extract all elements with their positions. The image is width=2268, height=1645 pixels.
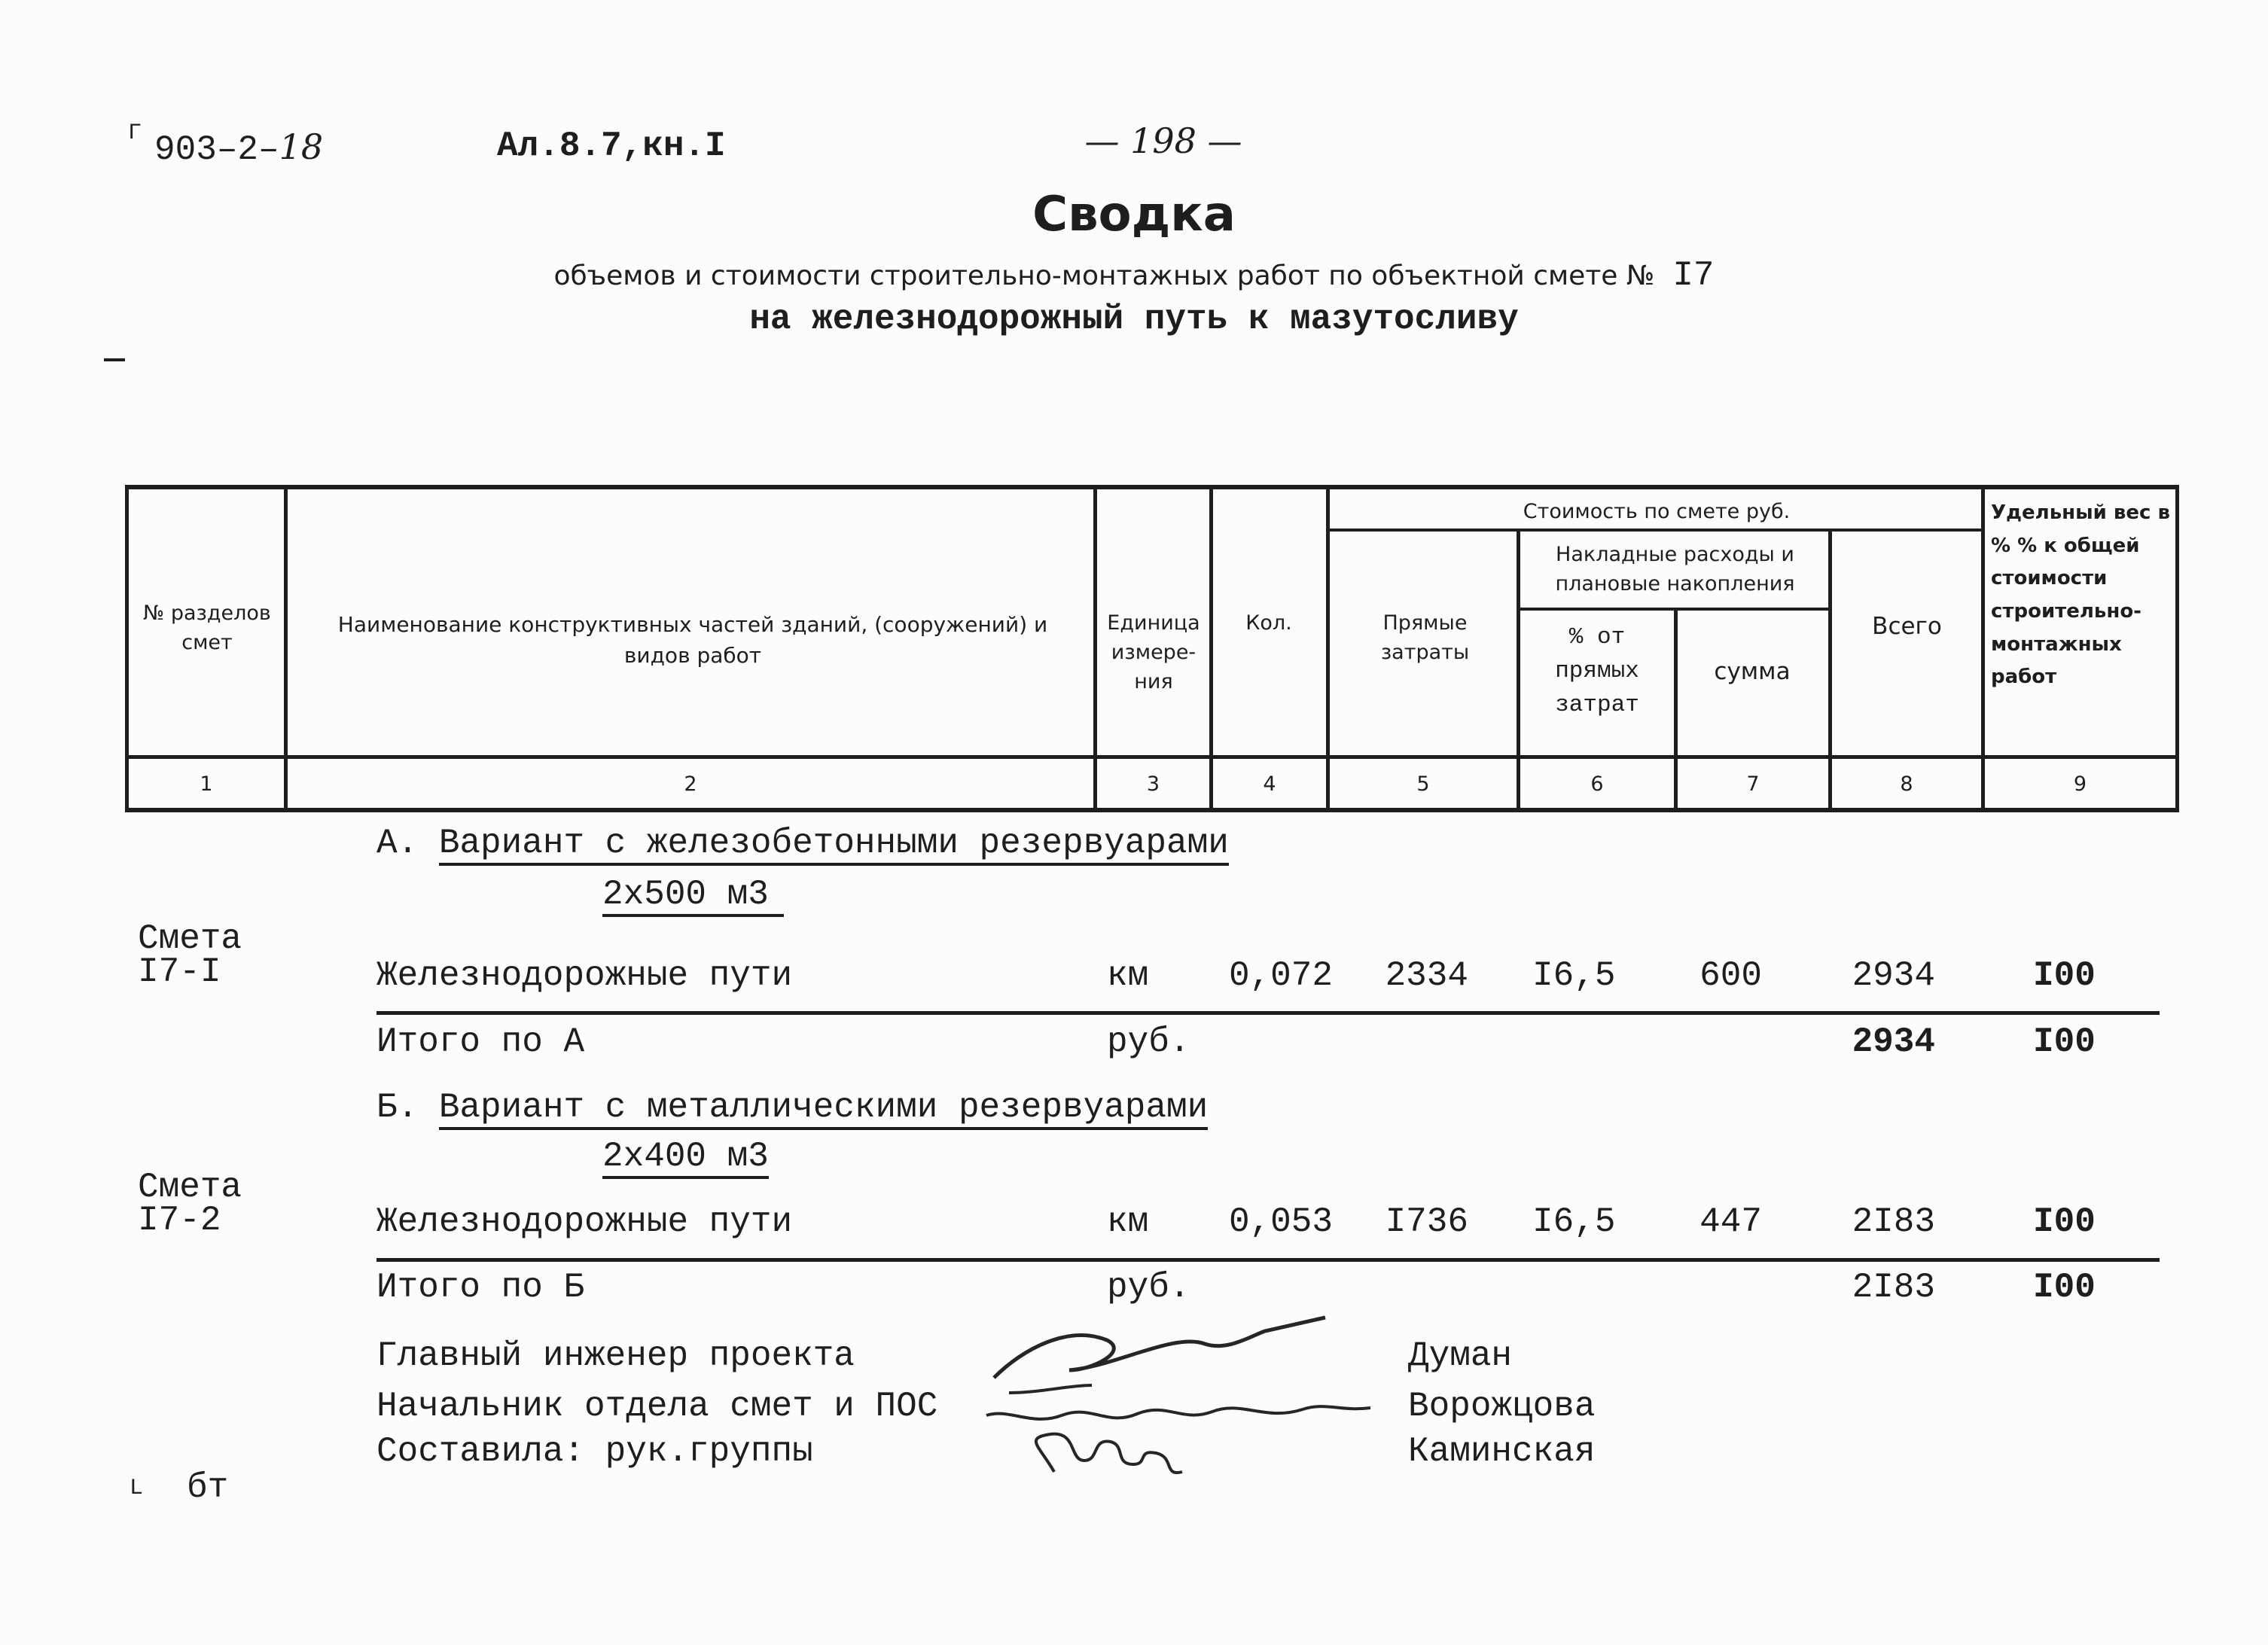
col-line-4 [1326,485,1330,812]
column-number-8: 8 [1900,772,1913,796]
header-col5: Прямые затраты [1380,611,1470,665]
variant-b-row-qty: 0,053 [1228,1202,1333,1241]
document-code-prefix: 903–2– [154,130,279,169]
col-line-0 [125,485,129,812]
cost-group-line [1328,529,1983,532]
variant-b-letter: Б. [376,1088,419,1127]
variant-a-estimate-label: Смета [138,919,242,958]
table-top-border [125,485,2179,489]
variant-a-title: Вариант с железобетонными резервуарами [439,824,1229,866]
signature-scribble-3 [986,1406,1370,1419]
table-bottom-border [125,808,2179,812]
page-title: Сводка [1032,187,1236,242]
signature-name-3: Каминская [1408,1432,1596,1471]
signature-scribble-2 [1009,1385,1092,1393]
column-number-6: 6 [1590,772,1604,796]
variant-b-total-value: 2I83 [1852,1268,1935,1307]
header-col8: Всего [1872,613,1942,640]
variant-a-row-unit: км [1107,956,1149,995]
variant-b-heading [376,1088,1208,1127]
col-line-1 [284,485,288,812]
signature-name-1: Думан [1408,1336,1513,1375]
variant-a-row-name: Железнодорожные пути [376,956,793,995]
variant-b-total-unit: руб. [1107,1268,1190,1307]
object-title: на железнодорожный путь к мазутосливу [749,300,1519,339]
variant-a-row-qty: 0,072 [1228,956,1333,995]
variant-b-capacity: 2х400 м3 [602,1137,769,1179]
col-line-2 [1093,485,1097,812]
header-col3: Единица измере-ния [1107,611,1200,694]
variant-a-row-total: 2934 [1852,956,1935,995]
variant-a-letter: А. [376,824,419,863]
variant-a-total-unit: руб. [1107,1022,1190,1062]
variant-b-row-total: 2I83 [1852,1202,1935,1241]
column-number-3: 3 [1146,772,1160,796]
header-col9: Удельный вес в % % к общей стоимости строительно-монтажных работ [1991,501,2170,689]
header-cost-group: Стоимость по смете руб. [1523,500,1791,523]
column-number-2: 2 [684,772,697,796]
variant-a-total-share: I00 [2033,1022,2096,1062]
estimate-number: I7 [1672,256,1715,295]
variant-b-row-unit: км [1107,1202,1149,1241]
variant-a-total-name: Итого по А [376,1022,585,1062]
col-line-3 [1209,485,1213,812]
variant-b-total-name: Итого по Б [376,1268,585,1307]
document-code-suffix: 18 [279,126,324,167]
header-bottom-line [125,755,2179,759]
variant-b-estimate-label: Смета [138,1168,242,1207]
variant-a-estimate-code: I7-I [138,952,221,992]
signature-role-3: Составила: рук.группы [376,1432,813,1471]
variant-b-row-sum: 447 [1699,1202,1762,1241]
signature-scribble-4 [1036,1434,1182,1473]
header-col4: Кол. [1245,611,1292,635]
album-reference: Ал.8.7,кн.I [497,126,726,166]
column-number-7: 7 [1746,772,1760,796]
variant-a-row-sum: 600 [1699,956,1762,995]
header-col6: % от прямых затрат [1555,624,1639,718]
variant-a-capacity: 2х500 м3 [602,875,784,917]
variant-b-subtitle [602,1137,769,1176]
corner-mark: Г [128,120,142,146]
variant-b-total-rule [376,1258,2160,1262]
variant-a-subtitle [602,875,784,914]
column-number-1: 1 [200,772,213,796]
header-col1: № разделов смет [143,602,271,655]
variant-b-title: Вариант с металлическими резервуарами [439,1088,1208,1130]
variant-a-estimate [138,919,242,992]
variant-b-row-direct: I736 [1385,1202,1468,1241]
variant-a-row-percent: I6,5 [1532,956,1616,995]
document-code [154,126,323,169]
footer-page-ref: бт [187,1468,229,1507]
column-number-5: 5 [1416,772,1430,796]
footer-corner-mark: L [130,1476,144,1501]
col-line-8 [1981,485,1985,812]
variant-b-row-share: I00 [2033,1202,2096,1241]
variant-b-row-name: Железнодорожные пути [376,1202,793,1241]
header-col7: сумма [1714,658,1791,685]
variant-a-heading [376,824,1229,863]
signature-role-2: Начальник отдела смет и ПОС [376,1387,938,1426]
header-overhead-group: Накладные расходы и плановые накопления [1555,543,1795,596]
variant-a-total-value: 2934 [1852,1022,1935,1062]
variant-b-estimate-code: I7-2 [138,1200,221,1240]
variant-b-total-share: I00 [2033,1268,2096,1307]
page-subtitle [0,256,2268,295]
variant-a-row-direct: 2334 [1385,956,1468,995]
variant-b-row-percent: I6,5 [1532,1202,1616,1241]
col-line-9 [2175,485,2179,812]
variant-b-estimate [138,1168,242,1240]
signature-scribble-1 [994,1318,1325,1378]
column-number-4: 4 [1263,772,1276,796]
variant-a-row-share: I00 [2033,956,2096,995]
page-number: — 198 — [1084,120,1242,161]
margin-dash [104,358,125,361]
handwritten-signatures [979,1280,1431,1506]
header-col2: Наименование конструктивных частей зданий, (сооружений) и видов работ [337,612,1048,668]
subtitle-text: объемов и стоимости строительно-монтажных работ по объектной смете № [553,260,1655,291]
signature-name-2: Ворожцова [1408,1387,1596,1426]
variant-a-total-rule [376,1011,2160,1015]
signature-role-1: Главный инженер проекта [376,1336,855,1375]
column-number-9: 9 [2073,772,2087,796]
